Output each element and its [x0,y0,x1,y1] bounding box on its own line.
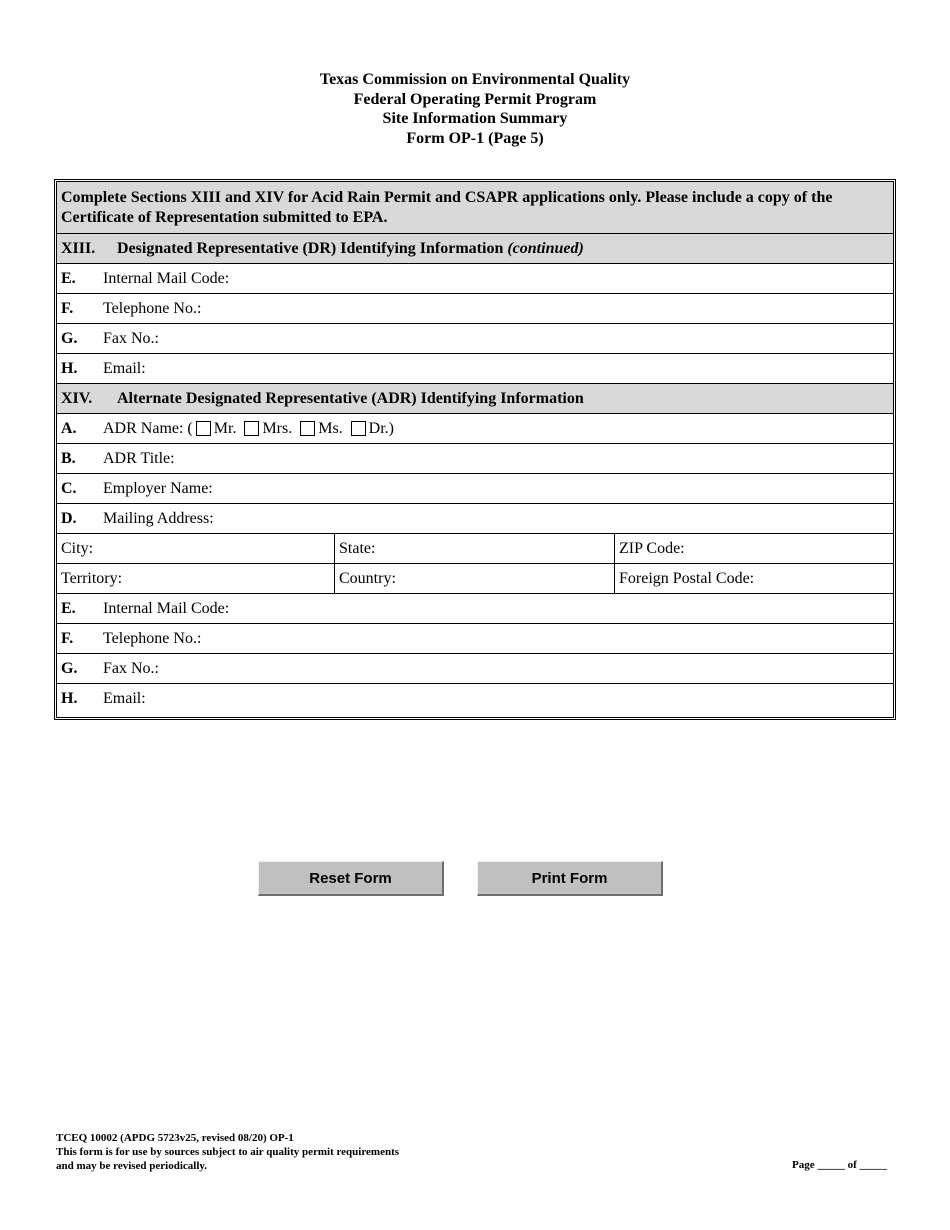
adr-internal-mail-code-field[interactable] [57,594,893,624]
field-label: Internal Mail Code: [103,269,230,287]
adr-mailing-address-field[interactable] [57,504,893,534]
dr-telephone-field[interactable] [57,294,893,324]
form-header [0,70,950,148]
mr-label: Mr. [213,419,237,437]
intro-instructions [57,182,893,234]
dr-internal-mail-code-field[interactable] [57,264,893,294]
item-letter: A. [61,419,77,437]
item-letter: C. [61,479,77,497]
item-letter: G. [61,329,78,347]
intro-line-1: Complete Sections XIII and XIV for Acid Rain Permit and CSAPR applications only. Please include a copy of the [61,189,833,206]
address-row-1 [57,534,893,564]
adr-title-field[interactable] [57,444,893,474]
field-label: Fax No.: [103,659,159,677]
field-label: Email: [103,690,146,707]
mrs-label: Mrs. [262,419,293,437]
field-label: Email: [103,359,146,377]
field-label: Telephone No.: [103,629,202,647]
program-name: Federal Operating Permit Program [353,90,597,108]
item-letter: B. [61,449,76,467]
footer-form-id: TCEQ 10002 (APDG 5723v25, revised 08/20) OP-1 [56,1132,294,1144]
footer-note-2: and may be revised periodically. [56,1160,208,1172]
ms-checkbox[interactable] [300,421,315,436]
item-letter: F. [61,299,74,317]
item-letter: G. [61,659,78,677]
country-field[interactable]: Country: [335,564,615,593]
form-title: Site Information Summary [382,110,568,127]
form-footer [56,1131,399,1173]
adr-fax-field[interactable] [57,654,893,684]
field-label: ADR Title: [103,449,175,467]
foreign-postal-code-field[interactable]: Foreign Postal Code: [619,569,755,587]
field-label: Fax No.: [103,329,159,347]
dr-label: Dr.) [368,419,394,437]
item-letter: F. [61,629,74,647]
item-letter: H. [61,690,78,707]
footer-note-1: This form is for use by sources subject to air quality permit requirements [56,1146,400,1158]
section-title: Designated Representative (DR) Identifying Information [117,239,504,257]
reset-form-button[interactable]: Reset Form [258,861,444,896]
form-number: Form OP-1 (Page 5) [406,129,544,147]
adr-telephone-field[interactable] [57,624,893,654]
state-field[interactable]: State: [335,534,615,563]
page-number: Page _____ of _____ [791,1159,887,1171]
section-suffix: (continued) [507,239,584,257]
field-label: Mailing Address: [103,509,214,527]
adr-email-field[interactable] [57,684,893,714]
agency-name: Texas Commission on Environmental Quality [319,71,631,88]
section-xiv-heading [57,384,893,414]
dr-checkbox[interactable] [351,421,366,436]
item-letter: E. [61,599,76,617]
field-label: ADR Name: ( [103,419,193,437]
section-number: XIII. [61,239,96,257]
section-number: XIV. [61,389,93,407]
ms-label: Ms. [318,419,343,437]
adr-employer-name-field[interactable] [57,474,893,504]
field-label: Internal Mail Code: [103,599,230,617]
field-label: Employer Name: [103,479,213,497]
item-letter: E. [61,269,76,287]
form-table [54,179,896,720]
address-row-2 [57,564,893,594]
section-title: Alternate Designated Representative (ADR) Identifying Information [117,389,584,407]
dr-fax-field[interactable] [57,324,893,354]
mrs-checkbox[interactable] [244,421,259,436]
print-form-button[interactable]: Print Form [477,861,663,896]
mr-checkbox[interactable] [196,421,211,436]
territory-field[interactable]: Territory: [57,564,335,593]
item-letter: H. [61,359,78,377]
section-xiii-heading [57,234,893,264]
field-label: Telephone No.: [103,299,202,317]
item-letter: D. [61,509,77,527]
adr-name-field[interactable] [57,414,893,444]
city-field[interactable]: City: [57,534,335,563]
dr-email-field[interactable] [57,354,893,384]
zip-code-field[interactable]: ZIP Code: [619,539,685,557]
intro-line-2: Certificate of Representation submitted to EPA. [61,209,388,226]
